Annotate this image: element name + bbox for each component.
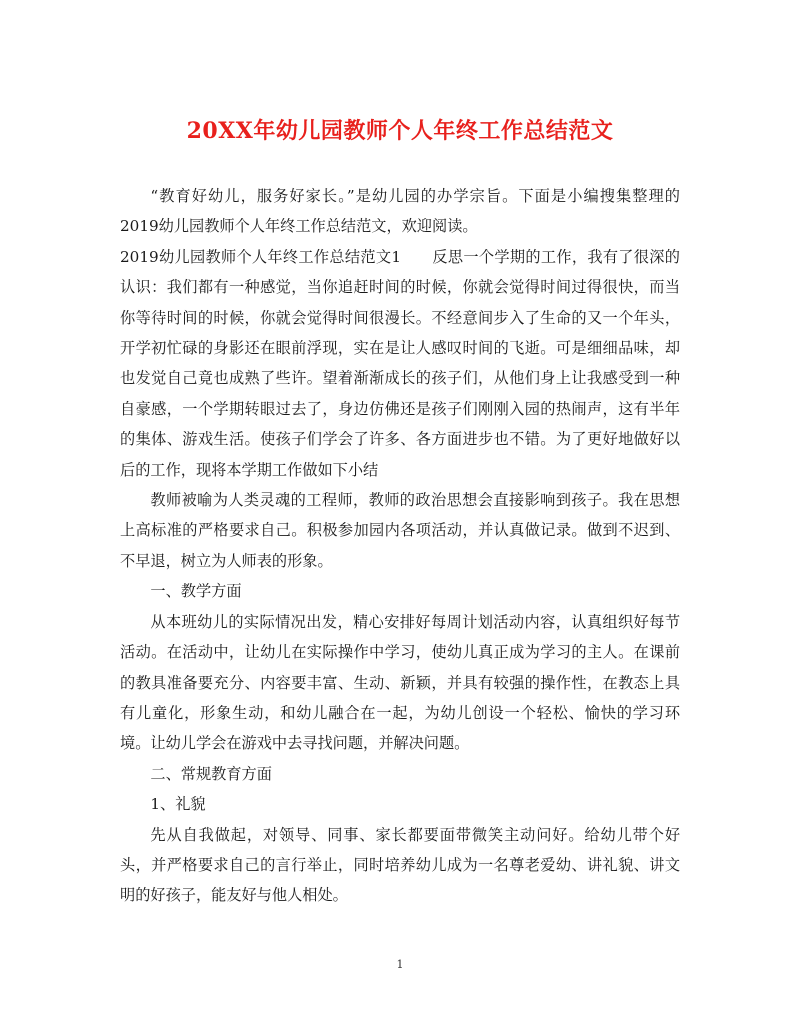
document-title: 20XX年幼儿园教师个人年终工作总结范文 xyxy=(186,118,614,144)
ethics-paragraph: 教师被喻为人类灵魂的工程师，教师的政治思想会直接影响到孩子。我在思想上高标准的严格要求自己。积极参加园内各项活动，并认真做记录。做到不迟到、不早退，树立为人师表的形象。 xyxy=(120,491,680,570)
summary-paragraph: 2019幼儿园教师个人年终工作总结范文1 反思一个学期的工作，我有了很深的认识：我们都有一种感觉，当你追赶时间的时候，你就会觉得时间过得很快，而当你等待时间的时候，你就会觉得时间很漫长。不经意间步入了生命的又一个年头，开学初忙碌的身影还在眼前浮现，实在是让人感叹时间的飞逝。可是细细品味，却也发觉自己竟也成熟了些许。望着渐渐成长的孩子们，从他们身上让我感受到一种自豪感，一个学期转眼过去了，身边仿佛还是孩子们刚刚入园的热闹声，这有半年的集体、游戏生活。使孩子们学会了许多、各方面进步也不错。为了更好地做好以后的工作，现将本学期工作做如下小结 xyxy=(120,247,680,479)
section-heading-teaching: 一、教学方面 xyxy=(150,582,242,601)
section-heading-routine: 二、常规教育方面 xyxy=(150,764,272,783)
subsection-heading-manners: 1、礼貌 xyxy=(150,795,206,814)
document-body xyxy=(120,181,680,911)
teaching-paragraph: 从本班幼儿的实际情况出发，精心安排好每周计划活动内容，认真组织好每节活动。在活动中，让幼儿在实际操作中学习，使幼儿真正成为学习的主人。在课前的教具准备要充分、内容要丰富、生动、新颖，并具有较强的操作性，在教态上具有儿童化，形象生动，和幼儿融合在一起，为幼儿创设一个轻松、愉快的学习环境。让幼儿学会在游戏中去寻找问题，并解决问题。 xyxy=(120,612,680,753)
intro-paragraph: “教育好幼儿，服务好家长。”是幼儿园的办学宗旨。下面是小编搜集整理的2019幼儿园教师个人年终工作总结范文，欢迎阅读。 xyxy=(120,187,680,236)
page-number: 1 xyxy=(396,958,404,971)
manners-paragraph: 先从自我做起，对领导、同事、家长都要面带微笑主动问好。给幼儿带个好头，并严格要求自己的言行举止，同时培养幼儿成为一名尊老爱幼、讲礼貌、讲文明的好孩子，能友好与他人相处。 xyxy=(120,825,680,905)
